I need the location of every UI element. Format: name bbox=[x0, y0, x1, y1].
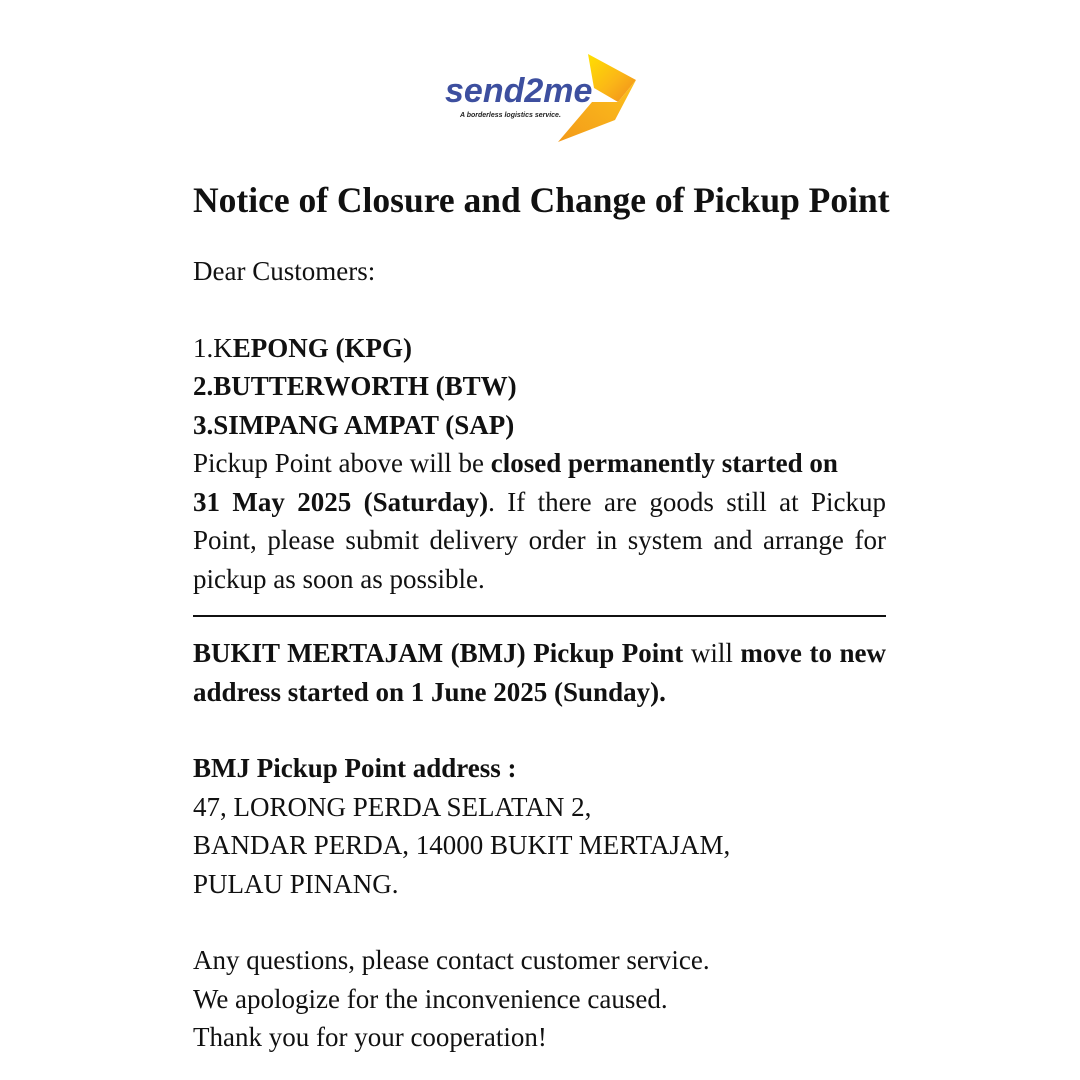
move-notice-line-2: address started on 1 June 2025 (Sunday). bbox=[193, 676, 666, 707]
closure-item-btw: 2.BUTTERWORTH (BTW) bbox=[193, 371, 517, 401]
send2me-logo bbox=[440, 50, 640, 146]
closure-notice-line-3: Point, please submit delivery order in system and arrange for bbox=[193, 525, 886, 555]
logo-tagline: A borderless logistics service. bbox=[460, 112, 561, 119]
move-notice-paragraph bbox=[193, 634, 886, 711]
address-line-1: 47, LORONG PERDA SELATAN 2, bbox=[193, 791, 592, 822]
address-heading: BMJ Pickup Point address : bbox=[193, 753, 517, 783]
closure-notice-paragraph bbox=[193, 444, 886, 598]
notice-body bbox=[193, 176, 890, 1057]
closure-notice-line-1: Pickup Point above will be closed permanently started on bbox=[193, 448, 838, 478]
page-title: Notice of Closure and Change of Pickup Point bbox=[193, 180, 890, 220]
greeting: Dear Customers: bbox=[193, 256, 376, 286]
address-line-2: BANDAR PERDA, 14000 BUKIT MERTAJAM, bbox=[193, 830, 731, 860]
closing-line-3: Thank you for your cooperation! bbox=[193, 1022, 547, 1052]
arrow-upper-icon bbox=[588, 54, 636, 102]
address-line-3: PULAU PINANG. bbox=[193, 868, 399, 899]
logo-wordmark: send2me bbox=[445, 72, 593, 110]
closing-line-2: We apologize for the inconvenience caused. bbox=[193, 983, 668, 1014]
closing-line-1: Any questions, please contact customer service. bbox=[193, 945, 710, 975]
closure-notice-line-2: 31 May 2025 (Saturday). If there are goods still at Pickup bbox=[193, 486, 886, 517]
closure-notice-line-4: pickup as soon as possible. bbox=[193, 563, 485, 594]
closure-item-kpg: 1.KEPONG (KPG) bbox=[193, 332, 412, 363]
send2me-logo-graphic bbox=[440, 50, 640, 146]
section-divider bbox=[193, 615, 886, 617]
closure-item-sap: 3.SIMPANG AMPAT (SAP) bbox=[193, 409, 515, 440]
move-notice-line-1: BUKIT MERTAJAM (BMJ) Pickup Point will move to new bbox=[193, 638, 886, 668]
